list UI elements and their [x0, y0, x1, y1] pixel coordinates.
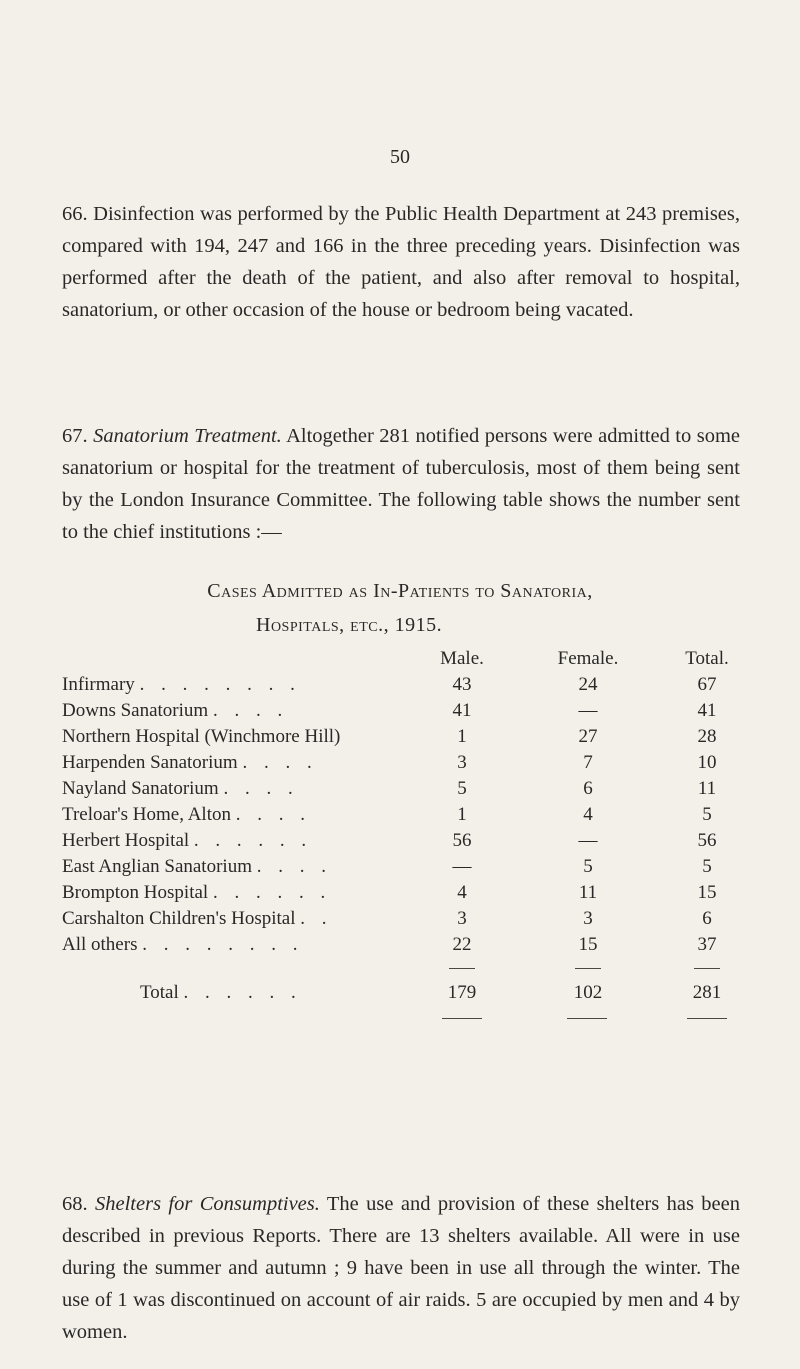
header-female: Female. — [557, 648, 619, 669]
row-label: All others — [62, 934, 138, 955]
leader-dots: . . . . — [212, 700, 289, 721]
cell-female: 11 — [578, 882, 598, 903]
table-row — [62, 882, 742, 908]
cell-male: 22 — [452, 934, 472, 955]
cell-total: 28 — [697, 726, 717, 747]
header-total: Total. — [685, 648, 729, 669]
paragraph-68-text: The use and provision of these shelters has been described in previous Reports. There are 13 shelters available. All were in use during the summer and autumn ; 9 have been in use all through the winter. The use of 1 was discontinued on account of air raids. 5 are occupied by men and 4 by women. — [62, 1193, 741, 1343]
table-row — [62, 674, 742, 700]
row-label: Nayland Sanatorium — [62, 778, 219, 799]
row-label: Downs Sanatorium — [62, 700, 209, 721]
table-title-line-2: Hospitals, etc., 1915. — [256, 614, 443, 636]
table-row — [62, 908, 742, 934]
paragraph-68-number: 68. — [62, 1193, 88, 1215]
row-label: Carshalton Children's Hospital — [62, 908, 296, 929]
table-row — [62, 856, 742, 882]
sum-rule-female — [575, 968, 601, 969]
cell-total: 5 — [702, 856, 712, 877]
cell-total: 41 — [697, 700, 717, 721]
paragraph-67-heading: Sanatorium Treatment. — [93, 425, 282, 447]
cell-female: 5 — [583, 856, 593, 877]
row-label: Northern Hospital (Winchmore Hill) — [62, 726, 341, 747]
table-row — [62, 830, 742, 856]
cell-total: 10 — [697, 752, 717, 773]
cell-total: 6 — [702, 908, 712, 929]
cell-female: 27 — [578, 726, 598, 747]
cell-male: — — [452, 856, 472, 877]
leader-dots: . . . . . . . . — [139, 674, 301, 695]
cell-female: 15 — [578, 934, 598, 955]
row-label: Herbert Hospital — [62, 830, 190, 851]
header-male: Male. — [440, 648, 484, 669]
table-title-line-1: Cases Admitted as In-Patients to Sanatoria, — [207, 580, 593, 602]
cell-female: — — [578, 830, 598, 851]
cell-total: 37 — [697, 934, 717, 955]
leader-dots: . . . . — [235, 804, 311, 825]
row-label: Treloar's Home, Alton — [62, 804, 231, 825]
cell-total: 56 — [697, 830, 717, 851]
paragraph-68 — [62, 1188, 740, 1348]
cell-female: — — [578, 700, 598, 721]
cell-male: 3 — [457, 908, 467, 929]
bottom-rule-male — [442, 1018, 482, 1019]
leader-dots: . . . . . . . . — [142, 934, 304, 955]
row-label: Infirmary — [62, 674, 135, 695]
cell-total: 5 — [702, 804, 712, 825]
bottom-rule-female — [567, 1018, 607, 1019]
page-number: 50 — [390, 146, 410, 168]
sum-rule-total — [694, 968, 720, 969]
total-label: Total — [140, 982, 179, 1003]
paragraph-67-number: 67. — [62, 425, 88, 447]
total-total: 281 — [692, 982, 722, 1003]
leader-dots: . . — [300, 908, 333, 929]
cell-female: 7 — [583, 752, 593, 773]
total-female: 102 — [573, 982, 603, 1003]
cell-male: 56 — [452, 830, 472, 851]
paragraph-66: 66. Disinfection was performed by the Public Health Department at 243 premises, compared with 194, 247 and 166 in the three preceding years. Disinfection was performed after the death of the patient, and also after removal to hospital, sanatorium, or other occasion of the house or bedroom being vacated. — [62, 203, 740, 321]
cell-male: 1 — [457, 804, 467, 825]
table-row — [62, 752, 742, 778]
row-label: Harpenden Sanatorium — [62, 752, 238, 773]
sum-rule-male — [449, 968, 475, 969]
cell-male: 3 — [457, 752, 467, 773]
total-male: 179 — [447, 982, 477, 1003]
cell-female: 4 — [583, 804, 593, 825]
cell-male: 43 — [452, 674, 472, 695]
leader-dots: . . . . . . — [183, 982, 302, 1003]
leader-dots: . . . . — [242, 752, 318, 773]
table-row — [62, 778, 742, 804]
cell-male: 41 — [452, 700, 472, 721]
paragraph-67 — [62, 420, 740, 548]
cell-total: 11 — [697, 778, 717, 799]
leader-dots: . . . . — [256, 856, 332, 877]
table-row — [62, 804, 742, 830]
bottom-rule-total — [687, 1018, 727, 1019]
paragraph-68-heading: Shelters for Consumptives. — [95, 1193, 320, 1215]
cell-total: 15 — [697, 882, 717, 903]
cell-female: 3 — [583, 908, 593, 929]
cell-female: 24 — [578, 674, 598, 695]
leader-dots: . . . . . . — [193, 830, 313, 851]
table-row — [62, 726, 742, 752]
cell-male: 5 — [457, 778, 467, 799]
leader-dots: . . . . . . — [212, 882, 332, 903]
leader-dots: . . . . — [223, 778, 299, 799]
total-row — [62, 982, 742, 1008]
cell-male: 4 — [457, 882, 467, 903]
cell-total: 67 — [697, 674, 717, 695]
paragraph-67-text: Altogether 281 notified persons were admitted to some sanatorium or hospital for the treatment of tuberculosis, most of them being sent by the London Insurance Committee. The following table shows the number sent to the chief institutions :— — [62, 425, 740, 543]
cell-female: 6 — [583, 778, 593, 799]
table-row — [62, 700, 742, 726]
cell-male: 1 — [457, 726, 467, 747]
row-label: East Anglian Sanatorium — [62, 856, 252, 877]
table-row — [62, 934, 742, 960]
row-label: Brompton Hospital — [62, 882, 209, 903]
